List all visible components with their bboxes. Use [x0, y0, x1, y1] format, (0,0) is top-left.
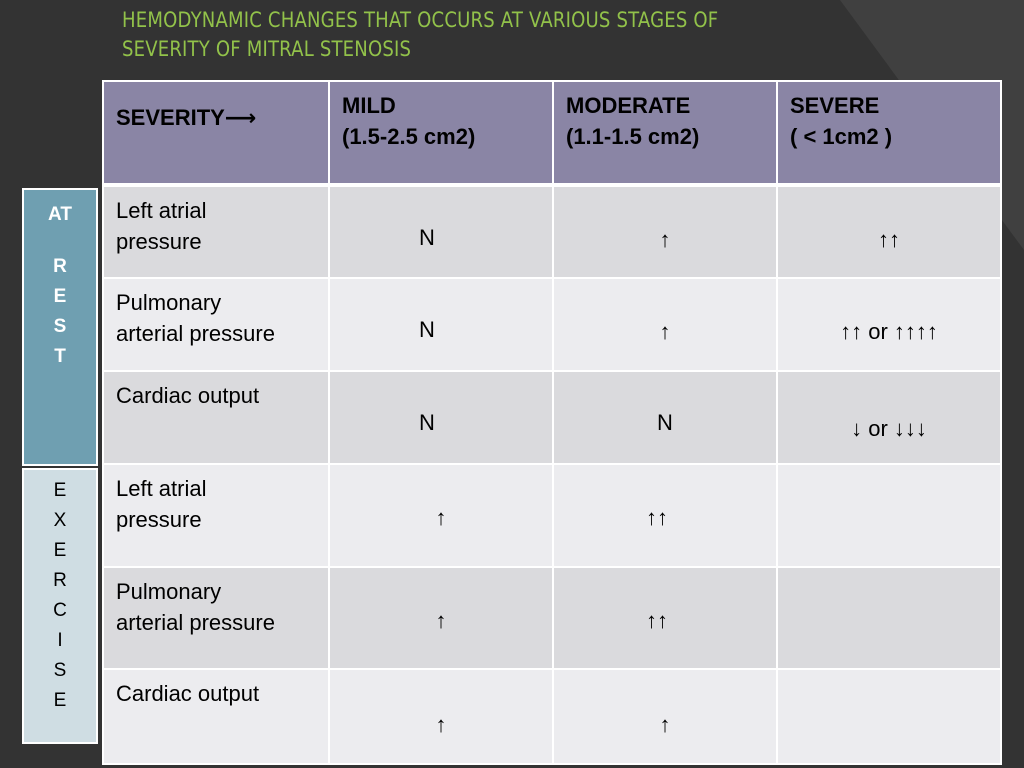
cell-value: ↑↑ — [646, 505, 668, 530]
hemodynamics-table — [102, 80, 1002, 765]
table-row — [103, 371, 1001, 464]
header-mild — [329, 81, 553, 185]
cell-severe — [777, 567, 1001, 669]
cell-severe — [777, 278, 1001, 371]
table-row — [103, 185, 1001, 278]
cell-moderate — [553, 464, 777, 567]
header-moderate-range: (1.1-1.5 cm2) — [566, 124, 700, 149]
header-moderate-title: MODERATE — [566, 93, 691, 118]
cell-value: N — [419, 317, 435, 342]
row-label-line: Cardiac output — [116, 383, 260, 408]
cell-value: N — [657, 410, 673, 435]
row-label-line: Pulmonary — [116, 290, 222, 315]
cell-mild — [329, 185, 553, 278]
row-label-line: arterial pressure — [116, 610, 275, 635]
exercise-letter: X — [53, 510, 67, 531]
cell-value: ↑ — [435, 505, 447, 530]
exercise-letter: I — [57, 630, 63, 651]
rest-letter: T — [54, 346, 66, 367]
row-label-cell — [103, 185, 329, 278]
row-label-cell — [103, 278, 329, 371]
cell-value: ↓ or ↓↓↓ — [851, 416, 927, 441]
cell-value: ↑ — [435, 712, 447, 737]
row-label-line: Pulmonary — [116, 579, 222, 604]
cell-moderate — [553, 185, 777, 278]
row-label-cell — [103, 567, 329, 669]
row-label-cell — [103, 464, 329, 567]
cell-severe — [777, 464, 1001, 567]
cell-moderate — [553, 371, 777, 464]
hemodynamics-table-wrapper — [102, 80, 1002, 765]
row-label-line: arterial pressure — [116, 321, 275, 346]
cell-moderate — [553, 278, 777, 371]
cell-value: ↑↑ — [878, 227, 900, 252]
table-row — [103, 464, 1001, 567]
cell-value: N — [419, 410, 435, 435]
exercise-letter: R — [53, 570, 67, 591]
cell-moderate — [553, 669, 777, 764]
cell-mild — [329, 371, 553, 464]
table-row — [103, 278, 1001, 371]
cell-value: N — [419, 225, 435, 250]
cell-mild — [329, 278, 553, 371]
header-severity — [103, 81, 329, 185]
exercise-letter: S — [53, 660, 67, 681]
row-label-line: Left atrial — [116, 476, 207, 501]
rest-letter: E — [53, 286, 67, 307]
row-label-line: pressure — [116, 229, 202, 254]
table-row — [103, 567, 1001, 669]
header-mild-range: (1.5-2.5 cm2) — [342, 124, 476, 149]
cell-value: ↑ — [659, 227, 671, 252]
at-rest-label — [22, 188, 98, 466]
header-moderate — [553, 81, 777, 185]
exercise-label — [22, 468, 98, 744]
row-label-line: Left atrial — [116, 198, 207, 223]
cell-moderate — [553, 567, 777, 669]
table-row — [103, 669, 1001, 764]
slide-title: HEMODYNAMIC CHANGES THAT OCCURS AT VARIOUS STAGES OF SEVERITY OF MITRAL STENOSIS — [122, 8, 719, 61]
cell-mild — [329, 464, 553, 567]
rest-letter: R — [53, 256, 67, 277]
cell-value: ↑ — [659, 319, 671, 344]
exercise-letter: E — [53, 480, 67, 501]
header-severe-title: SEVERE — [790, 93, 880, 118]
header-mild-title: MILD — [342, 93, 396, 118]
header-severity-text: SEVERITY⟶ — [116, 105, 257, 130]
exercise-letter: C — [53, 600, 67, 621]
table-header-row — [103, 81, 1001, 185]
cell-mild — [329, 669, 553, 764]
cell-value: ↑ — [435, 608, 447, 633]
header-severe — [777, 81, 1001, 185]
cell-value: ↑ — [659, 712, 671, 737]
cell-severe — [777, 185, 1001, 278]
exercise-letter: E — [53, 540, 67, 561]
rest-letter: AT — [48, 204, 72, 225]
row-label-cell — [103, 371, 329, 464]
cell-severe — [777, 669, 1001, 764]
row-label-cell — [103, 669, 329, 764]
row-label-line: pressure — [116, 507, 202, 532]
cell-value: ↑↑ — [646, 608, 668, 633]
row-label-line: Cardiac output — [116, 681, 260, 706]
cell-value: ↑↑ or ↑↑↑↑ — [840, 319, 938, 344]
cell-mild — [329, 567, 553, 669]
exercise-letter: E — [53, 690, 67, 711]
rest-letter: S — [53, 316, 67, 337]
cell-severe — [777, 371, 1001, 464]
header-severe-range: ( < 1cm2 ) — [790, 124, 893, 149]
